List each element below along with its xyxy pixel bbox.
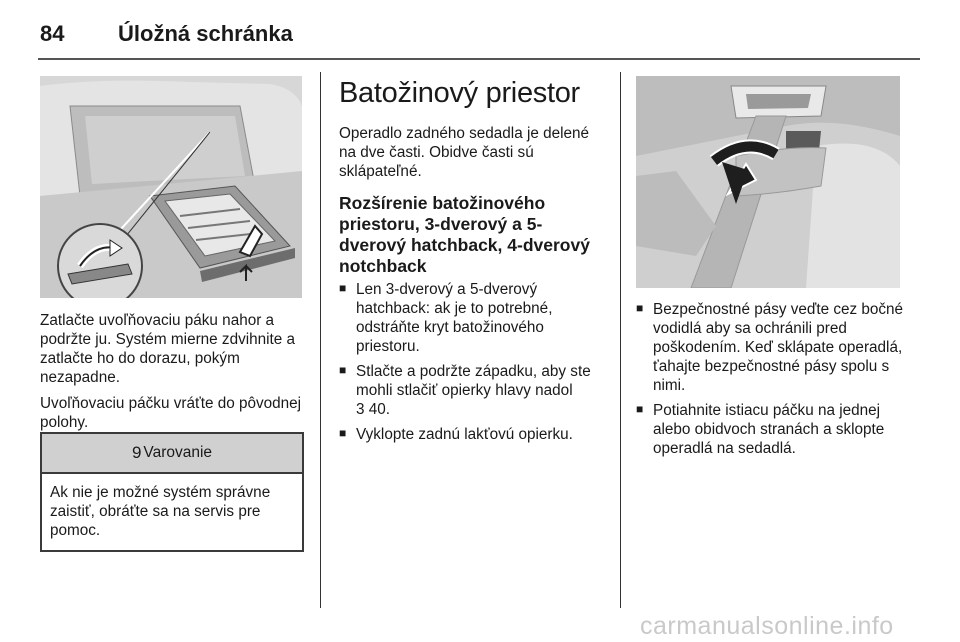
- subsection-heading: Rozšírenie batožinového priestoru, 3-dverový a 5-dverový hatchback, 4-dverový notchback: [339, 193, 590, 276]
- list-item: ■ Len 3-dverový a 5-dverový hatchback: ak je to potrebné, odstráňte kryt batožinového priestoru.: [339, 280, 607, 356]
- cargo-box-illustration: [40, 76, 302, 298]
- warning-title: Varovanie: [143, 444, 213, 461]
- list-item: ■ Bezpečnostné pásy veďte cez bočné vodidlá aby sa ochránili pred poškodením. Keď sklápate operadlá, ťahajte bezpečnostné pásy spolu s nimi.: [636, 300, 908, 395]
- section-heading: Batožinový priestor: [339, 77, 580, 109]
- header-rule: [38, 58, 920, 60]
- seatbelt-guide-illustration: [636, 76, 900, 288]
- warning-icon: 9: [131, 443, 142, 462]
- column-3: [636, 300, 908, 464]
- page-ref-icon: 3: [356, 401, 365, 418]
- page-ref[interactable]: 40.: [368, 401, 391, 418]
- list-item: ■ Stlačte a podržte západku, aby ste mohli stlačiť opierky hlavy nadol 3 40.: [339, 362, 607, 419]
- watermark: carmanualsonline.info: [640, 612, 894, 640]
- column-divider-right: [620, 72, 621, 608]
- warning-box: [40, 432, 304, 552]
- column-divider-left: [320, 72, 321, 608]
- bullet-list-col2: [339, 280, 607, 444]
- page-header: [40, 14, 293, 54]
- column-2: [339, 72, 607, 450]
- page-title: Úložná schránka: [118, 21, 293, 46]
- page-number: 84: [40, 21, 65, 46]
- paragraph-release-lever: Zatlačte uvoľňovaciu páku nahor a podržte ju. Systém mierne zdvihnite a zatlačte ho do dorazu, pokým nezapadne.: [40, 312, 296, 386]
- paragraph-return-lever: Uvoľňovaciu páčku vráťte do pôvodnej polohy.: [40, 395, 302, 431]
- column-1-text: [40, 311, 310, 439]
- list-item: ■ Vyklopte zadnú lakťovú opierku.: [339, 425, 607, 444]
- section-intro: Operadlo zadného sedadla je delené na dve časti. Obidve časti sú sklápateľné.: [339, 125, 590, 180]
- bullet-list-col3: [636, 300, 908, 458]
- warning-header: [42, 434, 302, 474]
- list-item: ■ Potiahnite istiacu páčku na jednej alebo obidvoch stranách a sklopte operadlá na sedadlá.: [636, 401, 908, 458]
- warning-text: Ak nie je možné systém správne zaistiť, obráťte sa na servis pre pomoc.: [50, 484, 271, 539]
